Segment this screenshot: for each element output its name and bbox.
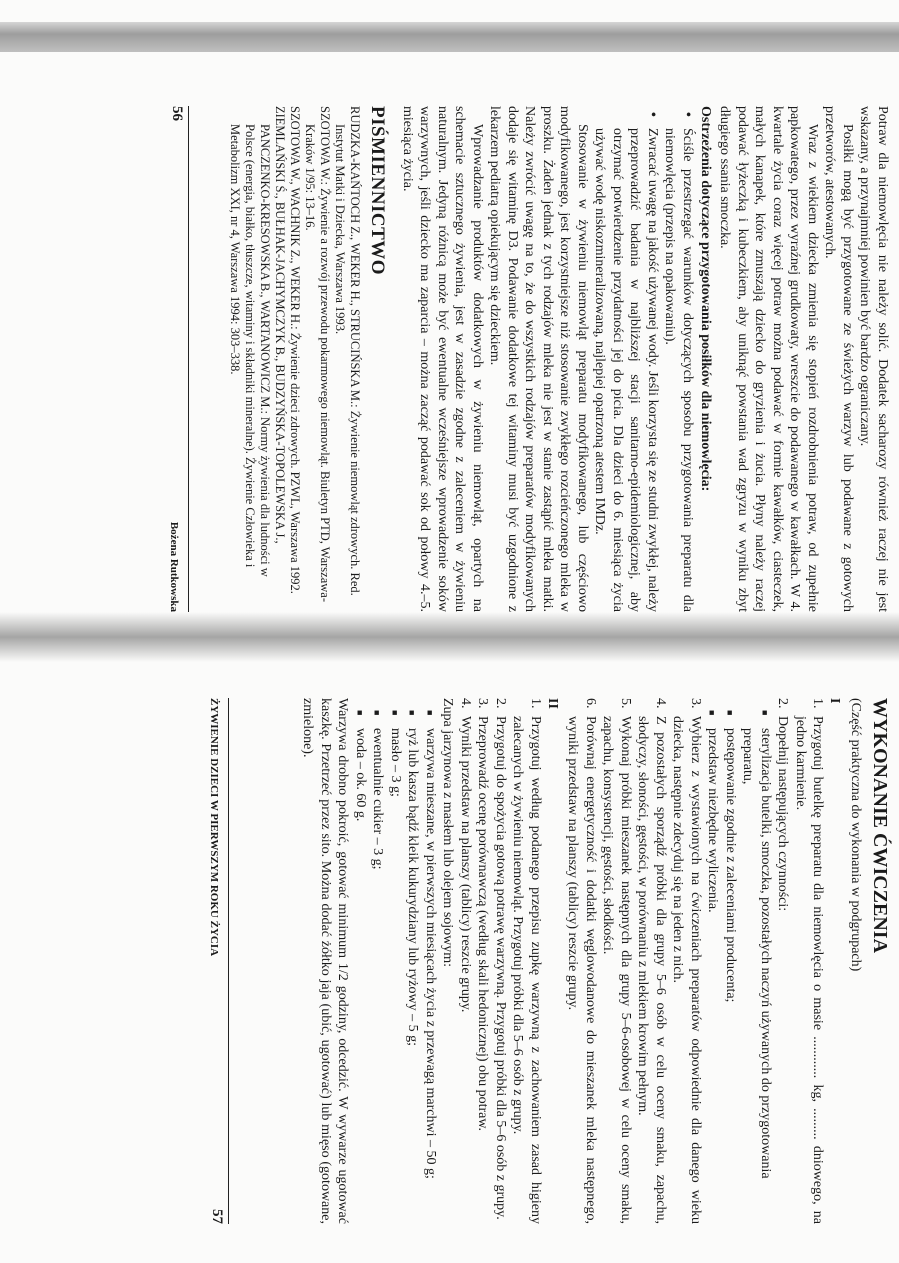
- references-heading: PIŚMIENNICTWO: [367, 106, 389, 276]
- recipe-intro: Zupa jarzynowa z masłem lub olejem sojowym:: [440, 698, 456, 968]
- bullet-item: ■ sterylizacja butelki, smoczka, pozostałych naczyń używanych do przygotowania preparatu,: [739, 728, 774, 1224]
- task-item: 4. Wyniki przedstaw na planszy (tablicy) reszcie grupy.: [458, 698, 473, 1013]
- page-footer: [208, 698, 229, 1224]
- scan-edge-shadow: [0, 22, 899, 52]
- warning-item: • Ściśle przestrzegać warunków dotyczących sposobu przygotowania preparatu dla niemowlęcia (przepis na opakowaniu).: [661, 128, 696, 612]
- page-number: 56: [169, 106, 186, 121]
- ingredient-item: ■ woda – ok. 60 g.: [352, 728, 370, 1224]
- recipe-instructions: Warzywa drobno pokroić, gotować minimum 1/2 godziny, odcedzić. W wywarze ugotować kaszkę. Przetrzeć przez sito. Można dodać żółtko jaja (ubić, ugotować) lub mięso (gotowane, zmielone).: [300, 698, 351, 1224]
- references-list: [228, 106, 363, 612]
- reference-item: SZOTOWA W., WACHNIK Z., WEKER H.: Żywienie dzieci zdrowych. PZWL, Warszawa 1992.: [288, 106, 303, 594]
- section-1-list-more: [564, 698, 704, 1224]
- section-1-bullets: [704, 698, 774, 1224]
- task-item: 3. Przeprowadź ocenę porównawczą (według skali hedonicznej) obu potraw.: [475, 698, 491, 1132]
- ingredient-item: ■ warzywa mieszane, w pierwszych miesiącach życia z przewagą marchwi – 50 g;: [422, 728, 440, 1224]
- ingredient-item: ■ masło – 3 g;: [387, 728, 405, 1224]
- section-2-list: [457, 698, 545, 1224]
- warnings-list: [591, 106, 696, 612]
- warnings-heading: Ostrzeżenia dotyczące przygotowania posiłków dla niemowlęcia:: [698, 106, 713, 492]
- reference-item: ZIEMLAŃSKI Ś., BUŁHAK-JACHYMCZYK B., BUDZYŃSKA-TOPOLEWSKA J., PANCZENKO-KRESOWSKA B., WARTANOWICZ M.: Normy żywienia dla ludności w Polsce (energia, białko, tłuszcze, witaminy i składniki mineralne). Żywienie Człowieka i Metabolizm XXI, nr 4, Warszawa 1994: 303–338.: [228, 106, 288, 577]
- intro-paragraph-3: Wraz z wiekiem dziecka zmienia się stopień rozdrobnienia potraw, od zupełnie papkowatego, przez wyraźnej grudkowaty, wreszcie do podawanego w kawałkach. W 4. kwartale życia coraz więcej potraw można podawać w formie kawałków, ciasteczek, małych kanapek, które zmuszają dziecko do gryzienia i żucia. Płyny należy raczej podawać łyżeczką i kubeczkiem, aby uniknąć powstania wad zgryzu w wyniku zbyt długiego ssania smoczka.: [717, 106, 820, 612]
- page-57: [55, 672, 895, 1232]
- body-paragraph-2: Wprowadzanie produktów dodatkowych w żywieniu niemowląt, opartych na schemacie sztucznego żywienia, jest w zasadzie zgodne z zaleceniem w żywieniu naturalnym. Jedyną różnicą może być ewentualne wcześniejsze wprowadzenie soków warzywnych, jeśli dziecko ma zaparcia – można zacząć podawać sok od połowy 4.–5. miesiąca życia.: [400, 106, 485, 612]
- section-1-label: I: [827, 698, 843, 704]
- exercise-title: WYKONANIE ĆWICZENIA: [869, 698, 891, 954]
- author-name: Bożena Rutkowska: [168, 521, 181, 612]
- exercise-subtitle: (Część praktyczna do wykonania w podgrupach): [848, 698, 863, 972]
- section-2-label: II: [545, 698, 560, 709]
- reference-item: SZOTOWA W.: Żywienie a rozwój przewodu pokarmowego niemowląt. Biuletyn PTD, Warszawa-Kraków 1/95: 13–16.: [303, 106, 333, 602]
- task-item: 2. Przygotuj do spożycia gotową potrawę warzywną. Przygotuj próbki dla 5–6 osób z grupy.: [493, 698, 508, 1220]
- bullet-item: ■ przedstaw niezbędne wyliczenia.: [704, 728, 722, 1224]
- task-item: 3. Wybierz z wystawionych na ćwiczeniach preparatów odpowiednie dla danego wieku dziecka, następnie zdecyduj się na jeden z nich.: [670, 698, 703, 1224]
- reference-item: RUDZKA-KAŃTOCH Z., WEKER H., STRUCIŃSKA M.: Żywienie niemowląt zdrowych. Red. Instytut Matki i Dziecka, Warszawa 1993.: [333, 106, 363, 596]
- task-item: 6. Porównaj energetyczność i dodatki węglowodanowe do mieszanek mleka następnego, wyniki przedstaw na planszy (tablicy) reszcie grupy.: [565, 698, 598, 1224]
- ingredient-item: ■ ewentualnie cukier – 3 g;: [369, 728, 387, 1224]
- body-paragraph-1: Stosowanie w żywieniu niemowląt preparatu modyfikowanego, lub częściowo modyfikowanego, jest korzystniejsze niż stosowanie zwykłego rozcieńczonego mleka w proszku. Żaden jednak z tych rodzajów mleka nie jest w stanie zastąpić mleka matki. Należy zwrócić uwagę na to, że do wszystkich rodzajów preparatów modyfikowanych dodaje się witaminę D3. Podawanie dodatkowe tej witaminy musi być uzgodnione z lekarzem pediatrą opiekującym się dzieckiem.: [487, 106, 590, 612]
- page-footer: [169, 106, 190, 612]
- recipe-ingredients: [352, 698, 440, 1224]
- task-item: 5. Wykonaj próbki mieszanek następnych dla grupy 5–6-osobowej w celu oceny smaku, zapachu, konsystencji, gęstości, słodkości.: [600, 698, 633, 1224]
- intro-paragraph-1: Potraw dla niemowlęcia nie należy solić. Dodatek sacharozy również raczej nie jest wskazany, a przynajmniej powinien być bardzo ograniczany.: [857, 106, 890, 612]
- task-item: 1. Przygotuj butelkę preparatu dla niemowlęcia o masie ............ kg, ......... dniowego, na jedno karmienie.: [793, 698, 826, 1224]
- running-title: ŻYWIENIE DZIECI W PIERWSZYM ROKU ŻYCIA: [208, 698, 220, 957]
- bullet-item: ■ postępowanie zgodnie z zaleceniami producenta;: [722, 728, 740, 1224]
- task-item: 1. Przygotuj według podanego przepisu zupkę warzywną z zachowaniem zasad higieny zalecanych w żywieniu niemowląt. Przygotuj próbki dla 5–6 osób z grupy.: [510, 698, 543, 1224]
- page-number: 57: [209, 1209, 225, 1224]
- warning-item: • Zwracać uwagę na jakość używanej wody. Jeśli korzysta się ze studni zwykłej, należy przeprowadzić badania w najbliższej stacji sanitarno-epidemiologicznej, aby otrzymać potwierdzenie przydatności jej do picia. Dla dzieci do 6. miesiąca życia używać wodę niskozmineralizowaną, najlepiej opatrzoną atestem IMDz.: [591, 128, 661, 612]
- section-1-list: [774, 698, 827, 1224]
- task-item: 4. Z pozostałych sporządź próbki dla grupy 5–6 osób w celu oceny smaku, zapachu, słodyczy, słoności, gęstości, w porównaniu z mlekiem krowim pełnym.: [635, 698, 668, 1224]
- page-56: [55, 80, 895, 620]
- task-item: 2. Dopełnij następujących czynności:: [775, 698, 791, 912]
- intro-paragraph-2: Posiłki mogą być przygotowane ze świeżych warzyw lub podawane z gotowych przetworów, atestowanych.: [822, 106, 855, 612]
- ingredient-item: ■ ryż lub kasza bądź kleik kukurydziany lub ryżowy – 5 g;: [404, 728, 422, 1224]
